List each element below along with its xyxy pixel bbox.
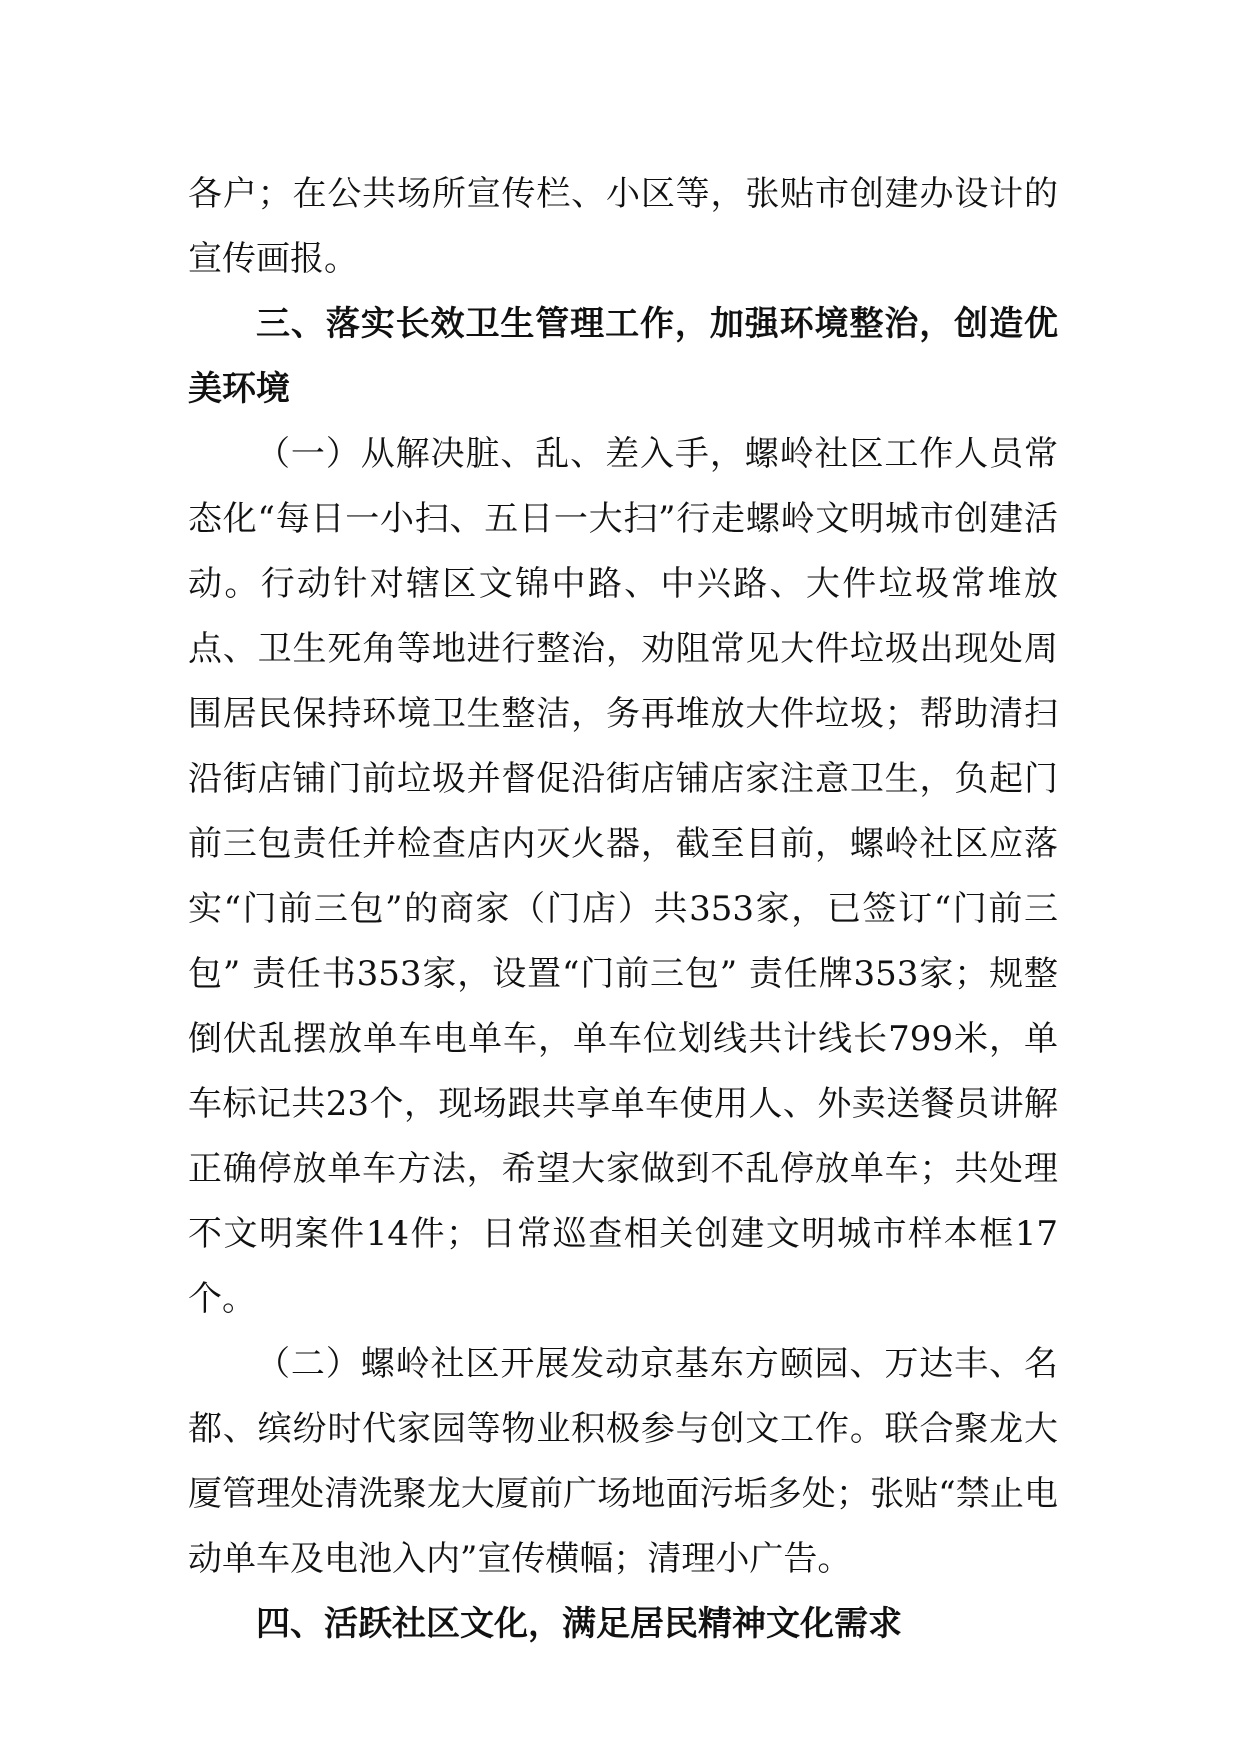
paragraph-publicity-continuation: 各户；在公共场所宣传栏、小区等，张贴市创建办设计的宣传画报。 bbox=[188, 174, 1058, 279]
paragraph-sanitation-2: （二）螺岭社区开展发动京基东方颐园、万达丰、名都、缤纷时代家园等物业积极参与创文工作。联合聚龙大厦管理处清洗聚龙大厦前广场地面污垢多处；张贴“禁止电动单车及电池入内”宣传横幅；清理小广告。 bbox=[188, 1344, 1058, 1579]
paragraph-sanitation-1: （一）从解决脏、乱、差入手，螺岭社区工作人员常态化“每日一小扫、五日一大扫”行走螺岭文明城市创建活动。行动针对辖区文锦中路、中兴路、大件垃圾常堆放点、卫生死角等地进行整治，劝阻常见大件垃圾出现处周围居民保持环境卫生整洁，务再堆放大件垃圾；帮助清扫沿街店铺门前垃圾并督促沿街店铺店家注意卫生，负起门前三包责任并检查店内灭火器，截至目前，螺岭社区应落实“门前三包”的商家（门店）共353家，已签订“门前三包” 责任书353家，设置“门前三包” 责任牌353家；规整倒伏乱摆放单车电单车，单车位划线共计线长799米，单车标记共23个，现场跟共享单车使用人、外卖送餐员讲解正确停放单车方法，希望大家做到不乱停放单车；共处理不文明案件14件；日常巡查相关创建文明城市样本框17个。 bbox=[188, 434, 1058, 1319]
section-heading-3: 三、落实长效卫生管理工作，加强环境整治，创造优美环境 bbox=[188, 304, 1058, 409]
document-body bbox=[188, 162, 1058, 1657]
section-heading-4: 四、活跃社区文化，满足居民精神文化需求 bbox=[256, 1604, 902, 1644]
